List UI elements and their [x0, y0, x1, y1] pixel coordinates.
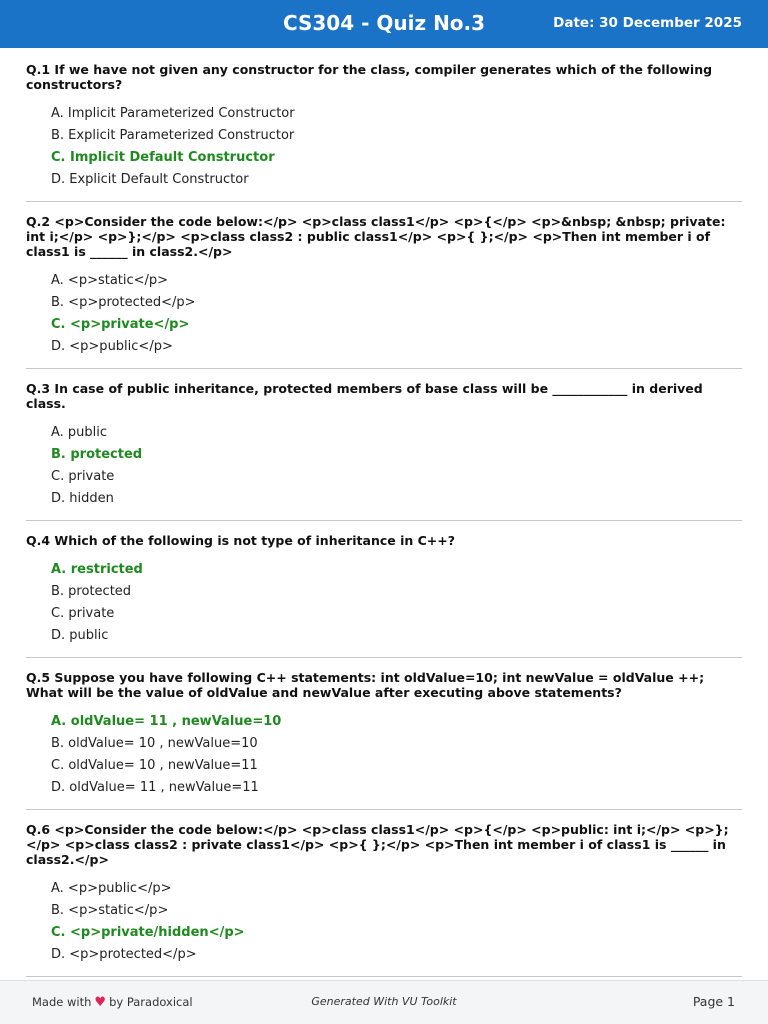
option-c-correct: C. <p>private/hidden</p> [51, 925, 245, 940]
option-b: B. protected [51, 584, 132, 599]
generator-credit: Generated With VU Toolkit [311, 995, 457, 1008]
option-list [26, 270, 742, 358]
heart-icon: ♥ [94, 995, 107, 1010]
option-c: C. oldValue= 10 , newValue=11 [51, 758, 258, 773]
question-text: Q.5 Suppose you have following C++ statements: int oldValue=10; int newValue = oldValue ++; What will be the value of oldValue and newValue after executing above statements? [26, 670, 705, 700]
option-c: C. private [51, 606, 115, 621]
option-c-correct: C. <p>private</p> [51, 317, 190, 332]
option-list [26, 878, 742, 966]
question-text: Q.1 If we have not given any constructor for the class, compiler generates which of the following constructors? [26, 62, 713, 92]
option-b: B. oldValue= 10 , newValue=10 [51, 736, 258, 751]
option-d: D. hidden [51, 491, 114, 506]
option-list [26, 559, 742, 647]
option-b: B. <p>static</p> [51, 903, 169, 918]
question-list [26, 62, 742, 989]
option-d: D. public [51, 628, 109, 643]
option-d: D. Explicit Default Constructor [51, 172, 249, 187]
question-text: Q.2 <p>Consider the code below:</p> <p>class class1</p> <p>{</p> <p>&nbsp; &nbsp; private: int i;</p> <p>};</p> <p>class class2 : public class1</p> <p>{ };</p> <p>Then int member i of class1 is ______ in class2.</p> [26, 214, 726, 259]
question-6 [26, 822, 742, 977]
question-text: Q.3 In case of public inheritance, protected members of base class will be ____________ in derived class. [26, 381, 703, 411]
option-a: A. <p>public</p> [51, 881, 172, 896]
made-with-label: Made with [32, 995, 92, 1009]
option-a: A. <p>static</p> [51, 273, 169, 288]
option-list [26, 422, 742, 510]
question-5 [26, 670, 742, 810]
page-number: Page 1 [692, 994, 735, 1009]
option-b: B. <p>protected</p> [51, 295, 196, 310]
option-a: A. public [51, 425, 108, 440]
option-b-correct: B. protected [51, 447, 143, 462]
question-2 [26, 214, 742, 369]
author-credit: by Paradoxical [109, 995, 193, 1009]
option-b: B. Explicit Parameterized Constructor [51, 128, 295, 143]
question-3 [26, 381, 742, 521]
option-a: A. Implicit Parameterized Constructor [51, 106, 295, 121]
question-4 [26, 533, 742, 658]
quiz-date: Date: 30 December 2025 [553, 15, 742, 31]
quiz-title: CS304 - Quiz No.3 [282, 11, 486, 35]
question-text: Q.6 <p>Consider the code below:</p> <p>class class1</p> <p>{</p> <p>public: int i;</p> <p>};</p> <p>class class2 : private class1</p> <p>{ };</p> <p>Then int member i of class1 is ______ in class2.</p> [26, 822, 729, 867]
page-header [0, 0, 768, 48]
option-d: D. <p>public</p> [51, 339, 173, 354]
option-d: D. <p>protected</p> [51, 947, 197, 962]
option-list [26, 711, 742, 799]
page-footer [0, 980, 768, 1024]
option-a-correct: A. restricted [51, 562, 143, 577]
option-a-correct: A. oldValue= 11 , newValue=10 [51, 714, 282, 729]
option-c: C. private [51, 469, 115, 484]
question-text: Q.4 Which of the following is not type of inheritance in C++? [26, 533, 455, 548]
option-d: D. oldValue= 11 , newValue=11 [51, 780, 259, 795]
question-1 [26, 62, 742, 202]
option-c-correct: C. Implicit Default Constructor [51, 150, 275, 165]
option-list [26, 103, 742, 191]
